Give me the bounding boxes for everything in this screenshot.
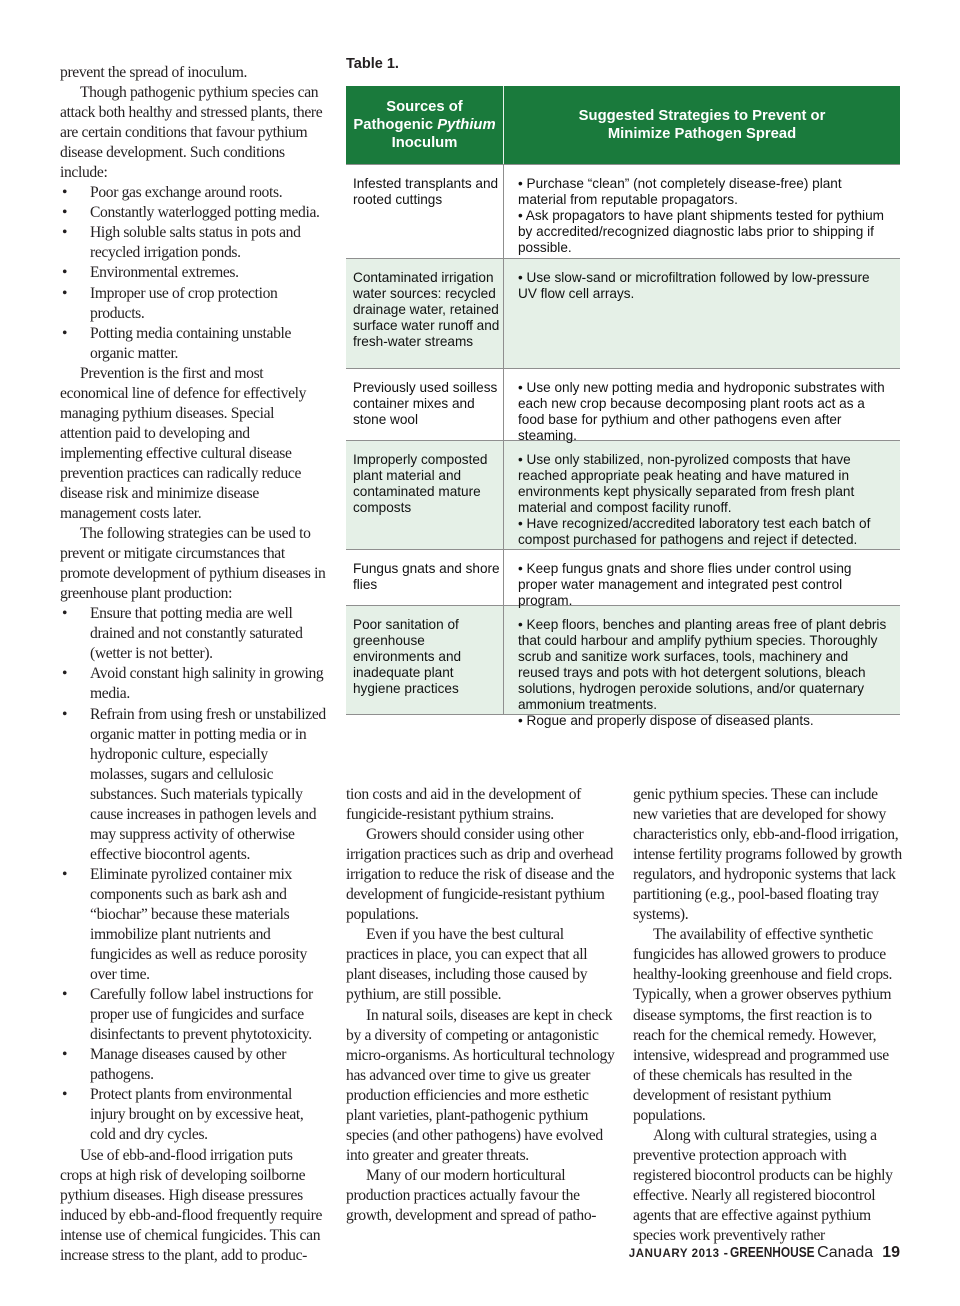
source-cell: Fungus gnats and shore flies [346,550,504,605]
paragraph: genic pythium species. These can include new varieties that are developed for showy characteristics only, ebb-and-flood irrigation, intense fertility programs followed by growth regulators, and hydroponic systems that lack partitioning (e.g., pool-based floating tray systems). [633,786,902,924]
article-column-2 [346,785,616,1226]
list-item: • Improper use of crop protection products. [60,284,328,324]
list-item: • Eliminate pyrolized container mix components such as bark ash and “biochar” because these materials immobilize plant nutrients and fungicides as well as reduce porosity over time. [60,865,328,985]
table-row [346,368,900,443]
strategy-cell: • Purchase “clean” (not completely disease-free) plant material from reputable propagators. • Ask propagators to have plant shipments tested for pythium by accredited/recognized diagnostic labs prior to shipping if possible. [518,176,884,255]
paragraph: tion costs and aid in the development of fungicide-resistant pythium strains. [346,786,582,824]
paragraph: prevent the spread of inoculum. [60,64,248,81]
list-item: • Carefully follow label instructions for proper use of fungicides and surface disinfectants to prevent phytotoxicity. [60,985,328,1045]
magazine-logo-canada: Canada [817,1244,874,1261]
strategies-list [60,604,328,1145]
paragraph: Growers should consider using other irrigation practices such as drip and overhead irrigation to reduce the risk of disease and the development of fungicide-resistant pythium populations. [346,826,615,924]
table-row [346,258,900,368]
strategy-cell: • Keep fungus gnats and shore flies under control using proper water management and integrated pest control program. [518,561,852,608]
magazine-logo-wordmark: GREENHOUSE [730,1245,815,1261]
source-cell: Previously used soilless container mixes and stone wool [346,369,504,440]
table-header-sources [346,86,504,164]
header-text: Inoculum [391,135,458,151]
conditions-list [60,183,328,363]
header-text-italic: Pythium [437,117,496,133]
paragraph: The availability of effective synthetic fungicides has allowed growers to produce healthy-looking greenhouse and field crops. Typically, when a grower observes pythium disease symptoms, the first reaction is to reach for the chemical remedy. However, intensive, widespread and programmed use of these chemicals has resulted in the development of resistant pythium populations. [633,926,893,1124]
source-cell: Poor sanitation of greenhouse environments and inadequate plant hygiene practices [346,606,504,714]
paragraph: Along with cultural strategies, using a preventive protection approach with registered biocontrol products can be highly effective. Nearly all registered biocontrol agents that are effective against pythium species work preventively rather [633,1126,893,1245]
table-row [346,549,900,608]
list-item: • Avoid constant high salinity in growing media. [60,664,328,704]
list-item: • Environmental extremes. [60,263,328,283]
header-text: Pathogenic [353,117,434,133]
list-item: • Manage diseases caused by other pathogens. [60,1045,328,1085]
list-item: • Protect plants from environmental injury brought on by excessive heat, cold and dry cycles. [60,1085,328,1145]
strategy-cell: • Use slow-sand or microfiltration followed by low-pressure UV flow cell arrays. [518,270,870,301]
list-item: • Potting media containing unstable organic matter. [60,324,328,364]
list-item: • High soluble salts status in pots and recycled irrigation ponds. [60,223,328,263]
list-item: • Refrain from using fresh or unstabilized organic matter in potting media or in hydroponic culture, especially molasses, sugars and cellulosic substances. Such materials typically cause increases in pathogen levels and may suppress activity of otherwise effective biocontrol agents. [60,705,328,865]
strategy-cell: • Use only new potting media and hydroponic substrates with each new crop because decomposing plant roots act as a food base for pythium and other pathogens even after steaming. [518,380,885,443]
page-footer [629,1244,900,1262]
paragraph: Many of our modern horticultural production practices actually favour the growth, development and spread of patho- [346,1166,597,1224]
table-row [346,440,900,549]
table-header-row [346,86,900,164]
footer-separator: - [723,1245,729,1260]
table-title: Table 1. [346,56,399,72]
paragraph: Though pathogenic pythium species can attack both healthy and stressed plants, there are certain conditions that favour pythium disease development. Such conditions include: [60,84,323,182]
table-row [346,605,900,728]
source-cell: Contaminated irrigation water sources: recycled drainage water, retained surface water runoff and fresh-water streams [346,259,504,368]
paragraph: Use of ebb-and-flood irrigation puts crops at high risk of developing soilborne pythium diseases. High disease pressures induced by ebb-and-flood frequently require intense use of chemical fungicides. This can increase stress to the plant, add to produc- [60,1146,323,1264]
table-row [346,164,900,258]
paragraph: The following strategies can be used to prevent or mitigate circumstances that promote development of pythium diseases in greenhouse plant production: [60,525,326,603]
paragraph: Even if you have the best cultural practices in place, you can expect that all plant diseases, including those caused by pythium, are still possible. [346,926,588,1004]
list-item: • Poor gas exchange around roots. [60,183,328,203]
table-header-strategies: Suggested Strategies to Prevent or Minimize Pathogen Spread [578,108,826,142]
strategy-cell: • Keep floors, benches and planting areas free of plant debris that could harbour and amplify pythium species. Thoroughly scrub and sanitize work surfaces, tools, machinery and reused trays and pots with hot detergent solutions, bleach solutions, hydrogen peroxide solutions, and/or quaternary ammonium treatments. • Rogue and properly dispose of diseased plants. [518,617,887,728]
strategy-table [346,86,900,728]
strategy-cell: • Use only stabilized, non-pyrolized composts that have reached appropriate peak heating and have matured in environments kept physically separated from fresh plant material and compost facility runoff. • Have recognized/accredited laboratory test each batch of compost purchased for pathogens and reject if detected. [518,452,871,547]
paragraph: In natural soils, diseases are kept in check by a diversity of competing or antagonistic micro-organisms. As horticultural technology has advanced over time to give us greater production efficiencies and more esthetic plant varieties, plant-pathogenic pythium species (and other pathogens) have evolved into greater and greater threats. [346,1006,615,1164]
source-cell: Infested transplants and rooted cuttings [346,165,504,258]
issue-date: JANUARY 2013 [628,1248,720,1260]
header-text: Sources of [386,99,463,115]
article-column-3 [633,785,903,1246]
list-item: • Constantly waterlogged potting media. [60,203,328,223]
list-item: • Ensure that potting media are well drained and not constantly saturated (wetter is not better). [60,604,328,664]
page-number: 19 [882,1244,900,1261]
source-cell: Improperly composted plant material and contaminated mature composts [346,441,504,549]
article-column-1 [60,63,328,1266]
paragraph: Prevention is the first and most economical line of defence for effectively managing pythium diseases. Special attention paid to developing and implementing effective cultural disease prevention practices can radically reduce disease risk and minimize disease management costs later. [60,364,307,523]
